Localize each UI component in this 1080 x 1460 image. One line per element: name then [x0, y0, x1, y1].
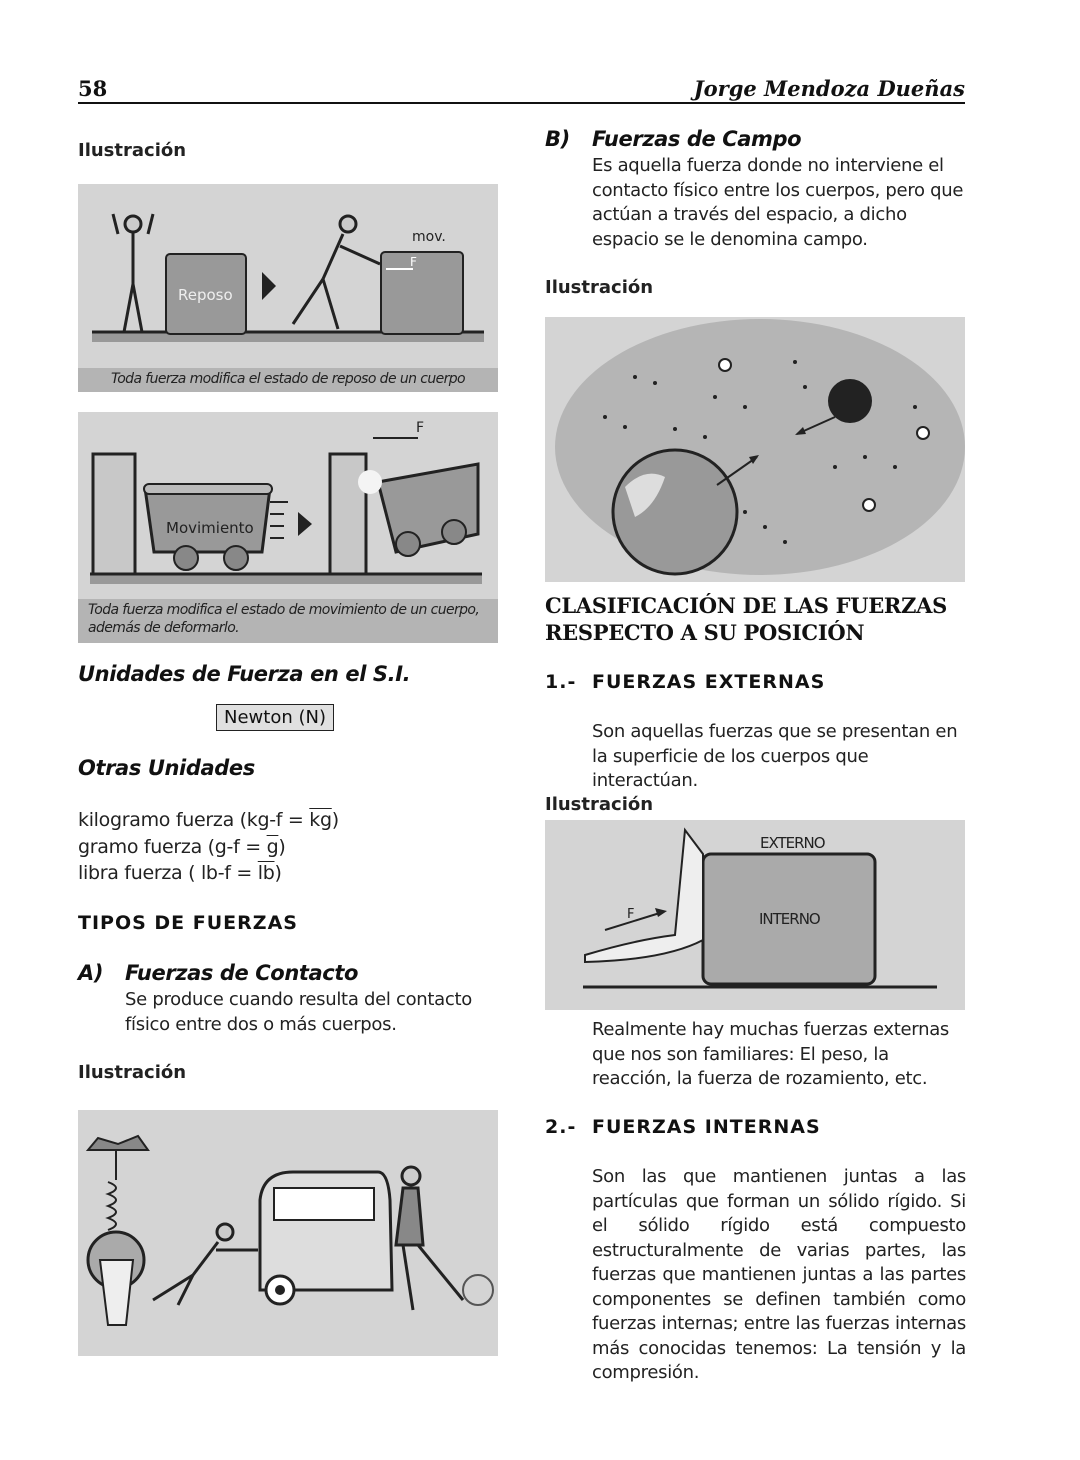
classification-title-line1: CLASIFICACIÓN DE LAS FUERZAS	[545, 593, 947, 618]
other-units-title: Otras Unidades	[78, 756, 255, 780]
figure-field	[545, 317, 965, 582]
internal-label: INTERNO	[759, 910, 820, 928]
external-forces-text: Son aquellas fuerzas que se presentan en la superficie de los cuerpos que interactúan.	[592, 721, 958, 791]
page-number: 58	[78, 76, 108, 101]
contact-forces-title: Fuerzas de Contacto	[125, 961, 358, 985]
figure-contact	[78, 1110, 498, 1356]
a-marker: A)	[78, 961, 104, 985]
classification-title-line2: RESPECTO A SU POSICIÓN	[545, 620, 865, 645]
mov-label: mov.	[412, 229, 446, 245]
section-2-number: 2.-	[545, 1116, 577, 1138]
external-forces-heading: FUERZAS EXTERNAS	[592, 671, 826, 693]
author-name: Jorge Mendoza Dueñas	[693, 76, 965, 101]
figure-rest	[78, 184, 498, 392]
field-forces-text: Es aquella fuerza donde no interviene el contacto físico entre los cuerpos, pero que actúan a través del espacio, a dicho espacio se le denomina campo.	[592, 155, 964, 250]
contact-forces-text: Se produce cuando resulta del contacto físico entre dos o más cuerpos.	[125, 989, 472, 1035]
illustration-label: Ilustración	[545, 277, 654, 298]
header-rule	[78, 102, 965, 104]
force-label: F	[416, 420, 425, 436]
unit-g: gramo fuerza $(g-f = \overline{g})$	[78, 835, 286, 858]
units-list	[78, 807, 339, 887]
illustration-label: Ilustración	[545, 794, 654, 815]
external-label: EXTERNO	[760, 834, 825, 852]
contact-illustration	[78, 1110, 498, 1356]
box-label: Movimiento	[166, 519, 254, 537]
space-illustration	[545, 317, 965, 582]
units-si-title: Unidades de Fuerza en el S.I.	[78, 662, 411, 686]
illustration-label: Ilustración	[78, 1062, 187, 1083]
motion-illustration	[78, 412, 498, 592]
figure-motion	[78, 412, 498, 643]
figure-caption: Toda fuerza modifica el estado de reposo de un cuerpo	[78, 368, 498, 392]
figure-caption: Toda fuerza modifica el estado de movimiento de un cuerpo, además de deformarlo.	[78, 599, 498, 643]
newton-box: Newton (N)	[216, 704, 334, 731]
b-marker: B)	[545, 127, 570, 151]
box-label: Reposo	[178, 286, 233, 304]
types-heading: TIPOS DE FUERZAS	[78, 912, 298, 934]
force-label: F	[627, 907, 635, 922]
unit-lb: libra fuerza ( $lb-f = \overline{lb}$)	[78, 862, 282, 884]
external-forces-examples: Realmente hay muchas fuerzas externas que nos son familiares: El peso, la reacción, la fuerza de rozamiento, etc.	[592, 1019, 950, 1089]
internal-forces-heading: FUERZAS INTERNAS	[592, 1116, 821, 1138]
illustration-label: Ilustración	[78, 140, 187, 161]
field-forces-title: Fuerzas de Campo	[592, 127, 802, 151]
figure-external	[545, 820, 965, 1010]
force-label: F	[410, 255, 417, 269]
rest-illustration	[78, 184, 498, 368]
section-1-number: 1.-	[545, 671, 577, 693]
internal-forces-text: Son las que mantienen juntas a las partículas que forman un sólido rígido. Si el sólido rígido está compuesto estructuralmente de varias partes, las fuerzas que mantienen juntas a las partes componentes se definen también como fuerzas internas; entre las fuerzas internas más conocidas tenemos: La tensión y la compresión.	[592, 1166, 966, 1383]
unit-kg: kilogramo fuerza $(kg-f = \overline{kg})$	[78, 809, 339, 831]
hand-box-illustration	[545, 820, 965, 1010]
